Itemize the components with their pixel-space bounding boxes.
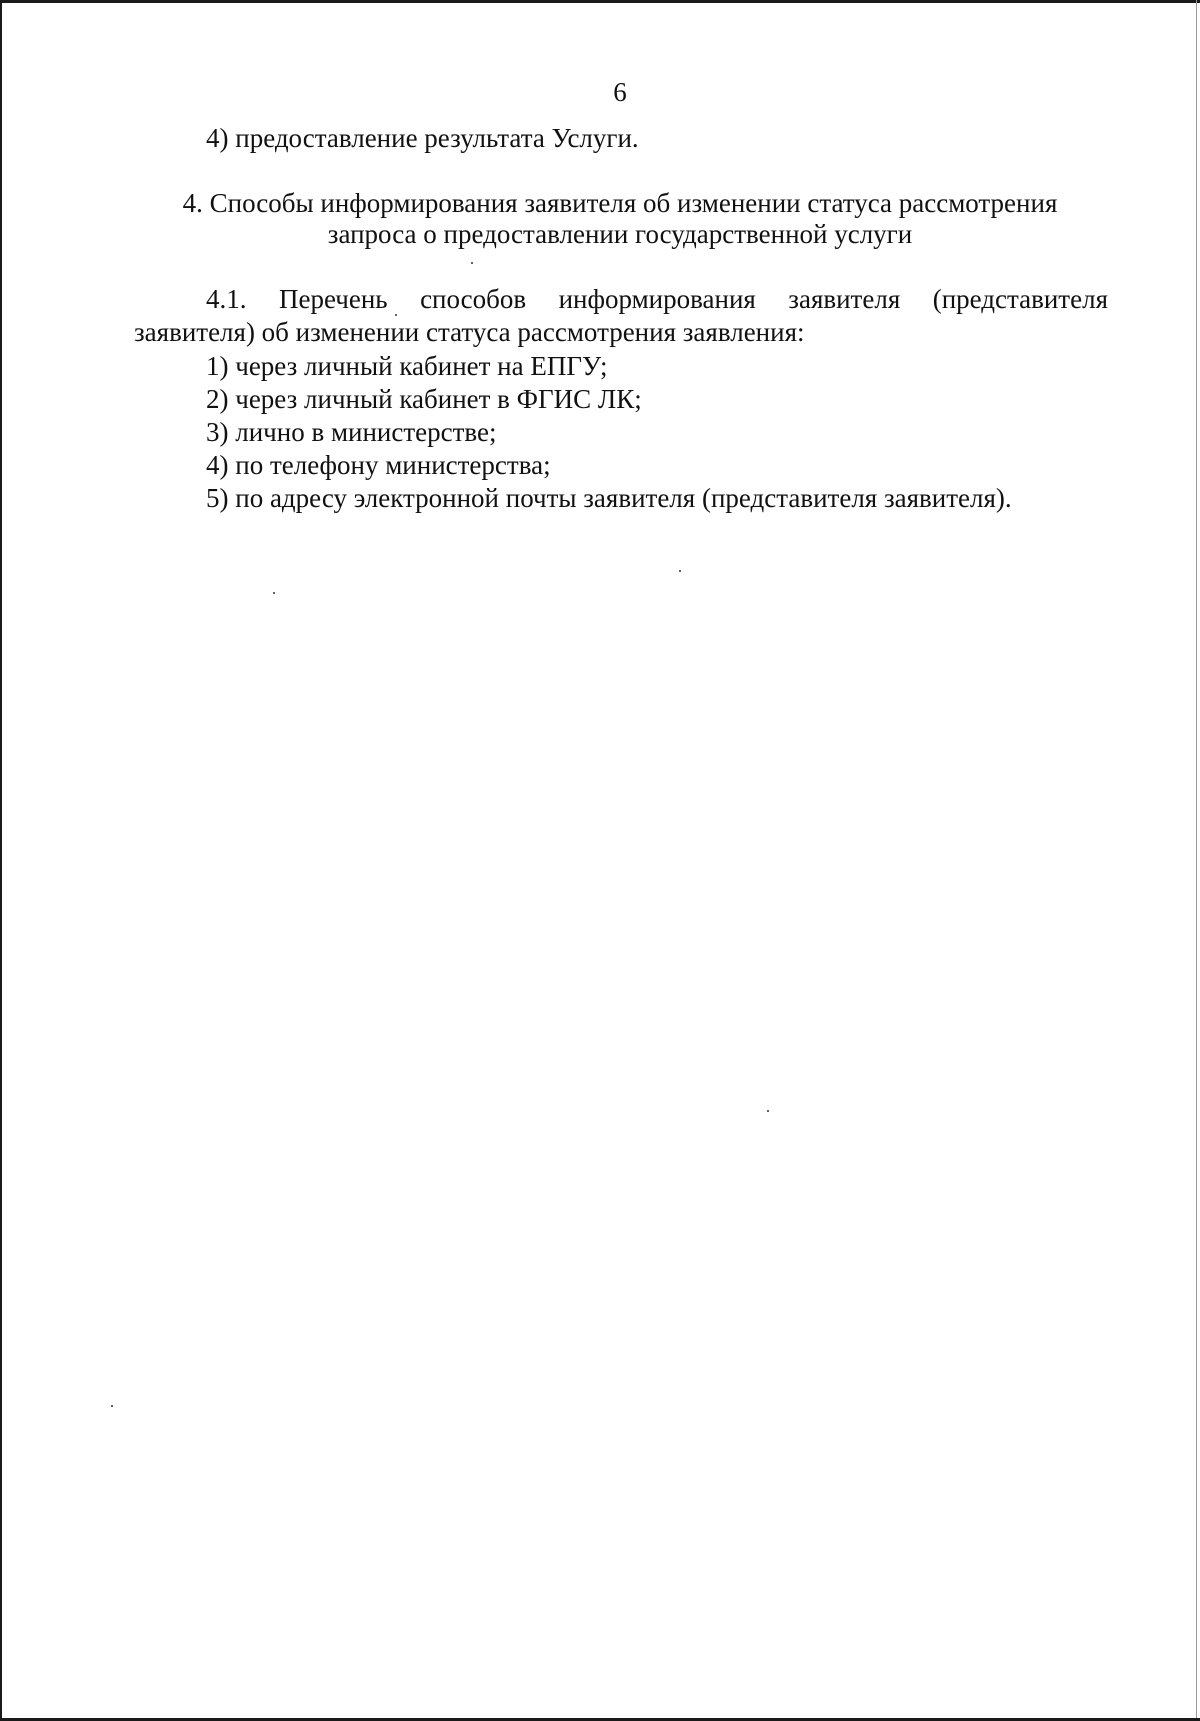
scan-speck <box>767 1110 769 1112</box>
section-heading-line-2: запроса о предоставлении государственной услуги <box>327 219 913 249</box>
scan-edge-top <box>0 0 1200 3</box>
section-heading-line-1: 4. Способы информирования заявителя об изменении статуса рассмотрения <box>182 188 1058 218</box>
scan-speck <box>471 262 473 264</box>
scan-edge-left <box>0 0 2 1721</box>
scan-speck <box>111 1405 113 1407</box>
list-item-result: 4) предоставление результата Услуги. <box>206 123 639 153</box>
scan-speck <box>679 570 681 572</box>
scan-speck <box>273 592 275 594</box>
list-item: 5) по адресу электронной почты заявителя (представителя заявителя). <box>206 483 1012 513</box>
page-number: 6 <box>613 77 627 107</box>
list-item: 1) через личный кабинет на ЕПГУ; <box>206 351 608 381</box>
list-item: 4) по телефону министерства; <box>206 450 551 480</box>
paragraph-first-line: 4.1. Перечень способов информирования заявителя (представителя <box>206 284 1108 314</box>
paragraph-continuation: заявителя) об изменении статуса рассмотрения заявления: <box>134 317 805 347</box>
list-item: 2) через личный кабинет в ФГИС ЛК; <box>206 384 642 414</box>
list-item: 3) лично в министерстве; <box>206 417 497 447</box>
scan-edge-right <box>1196 0 1197 1721</box>
